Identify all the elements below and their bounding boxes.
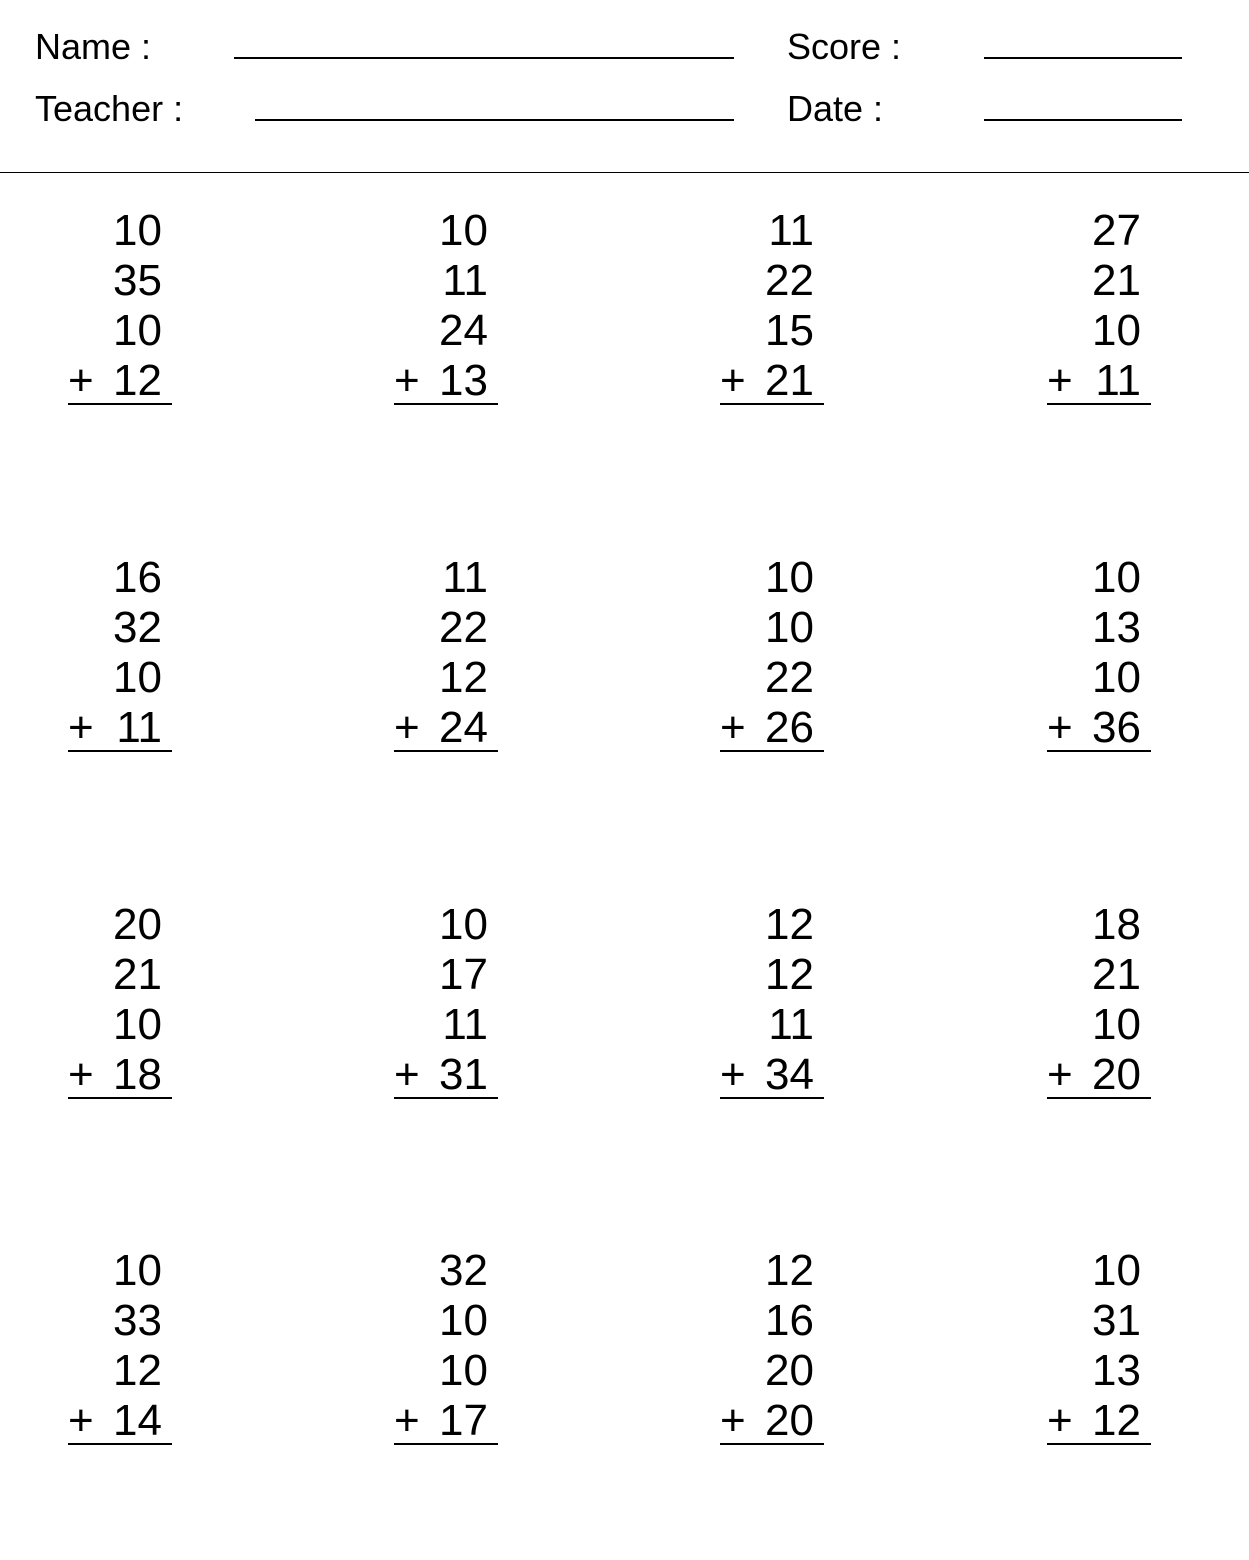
plus-sign: + (394, 356, 420, 405)
answer-line[interactable] (68, 1443, 172, 1445)
answer-line[interactable] (68, 1097, 172, 1099)
answer-line[interactable] (720, 750, 824, 752)
addend: 24 (439, 306, 488, 355)
score-field[interactable] (984, 57, 1182, 59)
addend: 11 (768, 206, 814, 255)
addend: 11 (442, 1000, 488, 1049)
addend: 10 (765, 603, 814, 652)
addend: 20 (113, 900, 162, 949)
addend: 10 (113, 1246, 162, 1295)
plus-sign: + (68, 703, 94, 752)
teacher-field[interactable] (255, 119, 734, 121)
addend: 10 (113, 1000, 162, 1049)
answer-line[interactable] (1047, 403, 1151, 405)
addend: 17 (439, 950, 488, 999)
addend: 32 (439, 1246, 488, 1295)
addend: 18 (113, 1050, 162, 1099)
date-label: Date : (787, 88, 884, 129)
addend: 20 (765, 1396, 814, 1445)
plus-sign: + (1047, 356, 1073, 405)
plus-sign: + (394, 1050, 420, 1099)
plus-sign: + (720, 356, 746, 405)
plus-sign: + (1047, 1050, 1073, 1099)
addend: 34 (765, 1050, 814, 1099)
addend: 12 (439, 653, 488, 702)
addend: 13 (1092, 1346, 1141, 1395)
addend: 12 (1092, 1396, 1141, 1445)
addend: 10 (113, 653, 162, 702)
addend: 16 (113, 553, 162, 602)
answer-line[interactable] (720, 1443, 824, 1445)
plus-sign: + (1047, 1396, 1073, 1445)
addend: 10 (439, 1296, 488, 1345)
addend: 10 (1092, 1246, 1141, 1295)
addend: 36 (1092, 703, 1141, 752)
answer-line[interactable] (394, 403, 498, 405)
addend: 21 (765, 356, 814, 405)
addend: 10 (765, 553, 814, 602)
addend: 13 (1092, 603, 1141, 652)
plus-sign: + (68, 1050, 94, 1099)
addend: 35 (113, 256, 162, 305)
addend: 11 (768, 1000, 814, 1049)
plus-sign: + (720, 703, 746, 752)
date-field[interactable] (984, 119, 1182, 121)
plus-sign: + (1047, 703, 1073, 752)
addend: 20 (1092, 1050, 1141, 1099)
teacher-label: Teacher : (35, 88, 184, 129)
answer-line[interactable] (394, 750, 498, 752)
addend: 21 (113, 950, 162, 999)
answer-line[interactable] (1047, 1097, 1151, 1099)
addend: 10 (1092, 653, 1141, 702)
addend: 18 (1092, 900, 1141, 949)
addend: 24 (439, 703, 488, 752)
addend: 31 (439, 1050, 488, 1099)
addend: 11 (1095, 356, 1141, 405)
addend: 22 (765, 653, 814, 702)
addend: 17 (439, 1396, 488, 1445)
addend: 11 (116, 703, 162, 752)
answer-line[interactable] (68, 403, 172, 405)
answer-line[interactable] (720, 403, 824, 405)
addend: 13 (439, 356, 488, 405)
addend: 32 (113, 603, 162, 652)
addend: 10 (439, 206, 488, 255)
addend: 10 (1092, 1000, 1141, 1049)
addend: 10 (439, 900, 488, 949)
addend: 12 (113, 356, 162, 405)
addend: 22 (439, 603, 488, 652)
answer-line[interactable] (1047, 750, 1151, 752)
answer-line[interactable] (68, 750, 172, 752)
addend: 12 (765, 950, 814, 999)
plus-sign: + (720, 1050, 746, 1099)
addend: 27 (1092, 206, 1141, 255)
addend: 22 (765, 256, 814, 305)
addend: 21 (1092, 256, 1141, 305)
answer-line[interactable] (1047, 1443, 1151, 1445)
answer-line[interactable] (394, 1443, 498, 1445)
addend: 10 (113, 306, 162, 355)
addend: 16 (765, 1296, 814, 1345)
addend: 10 (1092, 306, 1141, 355)
addend: 10 (1092, 553, 1141, 602)
name-label: Name : (35, 26, 152, 67)
addend: 21 (1092, 950, 1141, 999)
addend: 10 (113, 206, 162, 255)
addend: 11 (442, 553, 488, 602)
plus-sign: + (394, 703, 420, 752)
addend: 31 (1092, 1296, 1141, 1345)
answer-line[interactable] (394, 1097, 498, 1099)
addend: 26 (765, 703, 814, 752)
addend: 12 (765, 1246, 814, 1295)
addend: 33 (113, 1296, 162, 1345)
plus-sign: + (68, 356, 94, 405)
score-label: Score : (787, 26, 902, 67)
addend: 10 (439, 1346, 488, 1395)
name-field[interactable] (234, 57, 734, 59)
addend: 12 (113, 1346, 162, 1395)
answer-line[interactable] (720, 1097, 824, 1099)
plus-sign: + (720, 1396, 746, 1445)
addend: 20 (765, 1346, 814, 1395)
plus-sign: + (394, 1396, 420, 1445)
addend: 12 (765, 900, 814, 949)
addend: 11 (442, 256, 488, 305)
addend: 14 (113, 1396, 162, 1445)
plus-sign: + (68, 1396, 94, 1445)
header-divider (0, 172, 1249, 173)
addend: 15 (765, 306, 814, 355)
